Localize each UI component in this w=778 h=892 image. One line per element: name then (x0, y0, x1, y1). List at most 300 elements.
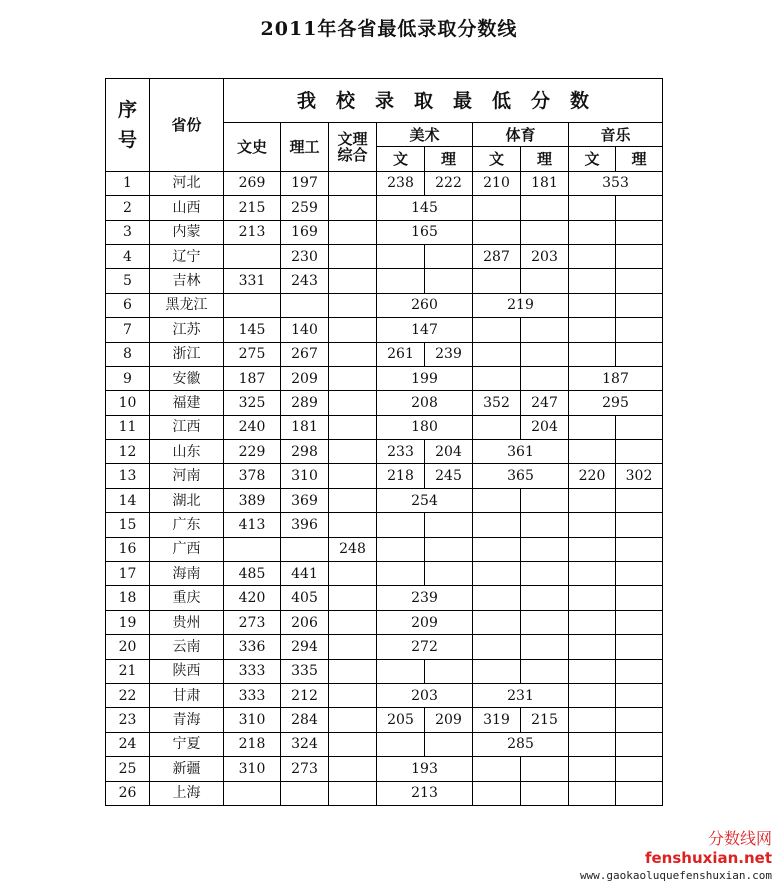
cell-wenshi: 218 (224, 732, 281, 756)
cell-tiyu-li: 181 (521, 171, 569, 195)
table-row (106, 562, 663, 586)
table-row (106, 342, 663, 366)
cell-seq: 13 (106, 464, 150, 488)
cell-tiyu-wen (473, 537, 521, 561)
cell-zonghe (329, 269, 377, 293)
cell-yinyue: 187 (569, 366, 663, 390)
cell-yinyue-wen (569, 342, 616, 366)
cell-wenshi (224, 537, 281, 561)
cell-tiyu-wen (473, 757, 521, 781)
cell-tiyu-wen (473, 366, 521, 390)
cell-seq: 12 (106, 440, 150, 464)
cell-tiyu: 231 (473, 683, 569, 707)
cell-meishu-wen (377, 244, 425, 268)
cell-zonghe: 248 (329, 537, 377, 561)
cell-ligong: 273 (281, 757, 329, 781)
cell-zonghe (329, 440, 377, 464)
cell-seq: 9 (106, 366, 150, 390)
cell-tiyu-li (521, 342, 569, 366)
cell-ligong: 230 (281, 244, 329, 268)
cell-wenshi: 229 (224, 440, 281, 464)
table-row (106, 732, 663, 756)
cell-meishu-li (425, 513, 473, 537)
cell-ligong: 294 (281, 635, 329, 659)
cell-meishu-wen (377, 659, 425, 683)
cell-province: 贵州 (150, 610, 224, 634)
cell-ligong: 206 (281, 610, 329, 634)
cell-meishu: 272 (377, 635, 473, 659)
cell-meishu-li (425, 562, 473, 586)
cell-zonghe (329, 488, 377, 512)
cell-yinyue-wen (569, 269, 616, 293)
cell-zonghe (329, 220, 377, 244)
cell-province: 陕西 (150, 659, 224, 683)
cell-province: 云南 (150, 635, 224, 659)
cell-zonghe (329, 683, 377, 707)
cell-tiyu-wen (473, 610, 521, 634)
cell-meishu: 145 (377, 196, 473, 220)
cell-yinyue-li (616, 318, 663, 342)
cell-province: 河南 (150, 464, 224, 488)
cell-meishu-li: 239 (425, 342, 473, 366)
header-meishu-wen: 文 (377, 147, 425, 171)
cell-wenshi: 273 (224, 610, 281, 634)
cell-meishu: 260 (377, 293, 473, 317)
cell-tiyu-wen (473, 562, 521, 586)
cell-zonghe (329, 610, 377, 634)
cell-tiyu-wen: 287 (473, 244, 521, 268)
cell-zonghe (329, 464, 377, 488)
cell-yinyue-wen (569, 220, 616, 244)
cell-meishu-wen: 205 (377, 708, 425, 732)
table-row (106, 537, 663, 561)
header-yinyue-li: 理 (616, 147, 663, 171)
cell-yinyue-li (616, 708, 663, 732)
cell-province: 甘肃 (150, 683, 224, 707)
score-table (105, 78, 663, 806)
table-row (106, 171, 663, 195)
cell-tiyu-li (521, 269, 569, 293)
watermark-url: www.gaokaoluquefenshuxian.com (579, 869, 772, 882)
cell-province: 广西 (150, 537, 224, 561)
header-zonghe: 文理 综合 (329, 123, 377, 172)
cell-yinyue-li (616, 220, 663, 244)
cell-ligong: 181 (281, 415, 329, 439)
cell-meishu: 209 (377, 610, 473, 634)
cell-ligong: 169 (281, 220, 329, 244)
cell-province: 广东 (150, 513, 224, 537)
cell-seq: 5 (106, 269, 150, 293)
cell-meishu-li (425, 244, 473, 268)
cell-tiyu: 219 (473, 293, 569, 317)
cell-ligong: 441 (281, 562, 329, 586)
table-row (106, 220, 663, 244)
cell-wenshi (224, 293, 281, 317)
table-row (106, 440, 663, 464)
cell-ligong: 298 (281, 440, 329, 464)
cell-tiyu-li (521, 366, 569, 390)
cell-wenshi: 213 (224, 220, 281, 244)
cell-wenshi: 269 (224, 171, 281, 195)
cell-ligong (281, 537, 329, 561)
cell-province: 浙江 (150, 342, 224, 366)
cell-province: 宁夏 (150, 732, 224, 756)
cell-zonghe (329, 708, 377, 732)
cell-tiyu-li (521, 196, 569, 220)
cell-province: 海南 (150, 562, 224, 586)
table-row (106, 488, 663, 512)
cell-seq: 20 (106, 635, 150, 659)
cell-meishu-li (425, 732, 473, 756)
cell-seq: 26 (106, 781, 150, 805)
cell-meishu: 203 (377, 683, 473, 707)
watermark-brand-cn: 分数线网 (707, 829, 772, 848)
cell-meishu: 213 (377, 781, 473, 805)
cell-meishu: 208 (377, 391, 473, 415)
cell-ligong: 209 (281, 366, 329, 390)
cell-yinyue-wen (569, 635, 616, 659)
cell-wenshi: 336 (224, 635, 281, 659)
cell-ligong: 310 (281, 464, 329, 488)
cell-yinyue-wen (569, 781, 616, 805)
cell-meishu-wen (377, 562, 425, 586)
cell-seq: 4 (106, 244, 150, 268)
cell-province: 内蒙 (150, 220, 224, 244)
cell-meishu-li: 222 (425, 171, 473, 195)
cell-meishu: 147 (377, 318, 473, 342)
cell-seq: 14 (106, 488, 150, 512)
cell-yinyue-wen (569, 586, 616, 610)
cell-wenshi: 187 (224, 366, 281, 390)
cell-wenshi (224, 781, 281, 805)
cell-ligong: 369 (281, 488, 329, 512)
cell-meishu: 193 (377, 757, 473, 781)
cell-yinyue: 353 (569, 171, 663, 195)
cell-zonghe (329, 366, 377, 390)
cell-yinyue-wen (569, 488, 616, 512)
cell-meishu-li: 204 (425, 440, 473, 464)
cell-tiyu-li (521, 635, 569, 659)
cell-ligong: 197 (281, 171, 329, 195)
cell-province: 福建 (150, 391, 224, 415)
cell-zonghe (329, 342, 377, 366)
cell-wenshi (224, 244, 281, 268)
cell-tiyu-li: 215 (521, 708, 569, 732)
cell-wenshi: 333 (224, 659, 281, 683)
cell-meishu-wen: 218 (377, 464, 425, 488)
cell-tiyu-wen (473, 586, 521, 610)
cell-yinyue-li (616, 269, 663, 293)
cell-yinyue-wen (569, 244, 616, 268)
cell-province: 辽宁 (150, 244, 224, 268)
cell-tiyu: 365 (473, 464, 569, 488)
cell-meishu-wen (377, 732, 425, 756)
cell-tiyu-wen (473, 635, 521, 659)
cell-wenshi: 310 (224, 708, 281, 732)
cell-seq: 22 (106, 683, 150, 707)
cell-tiyu-wen (473, 488, 521, 512)
header-wenshi: 文史 (224, 123, 281, 172)
cell-yinyue-wen (569, 196, 616, 220)
cell-tiyu-wen (473, 513, 521, 537)
cell-yinyue-wen (569, 757, 616, 781)
cell-wenshi: 333 (224, 683, 281, 707)
cell-meishu-li (425, 269, 473, 293)
cell-yinyue-li (616, 342, 663, 366)
cell-seq: 11 (106, 415, 150, 439)
cell-ligong: 289 (281, 391, 329, 415)
cell-zonghe (329, 513, 377, 537)
cell-ligong (281, 293, 329, 317)
table-row (106, 391, 663, 415)
header-seq: 序 号 (106, 79, 150, 172)
cell-meishu-wen: 233 (377, 440, 425, 464)
cell-ligong: 267 (281, 342, 329, 366)
header-tiyu-wen: 文 (473, 147, 521, 171)
score-table-body (106, 171, 663, 805)
cell-tiyu-li (521, 220, 569, 244)
cell-tiyu-wen (473, 196, 521, 220)
table-row (106, 757, 663, 781)
cell-wenshi: 240 (224, 415, 281, 439)
cell-tiyu-wen: 210 (473, 171, 521, 195)
header-yinyue: 音乐 (569, 123, 663, 147)
cell-seq: 8 (106, 342, 150, 366)
cell-ligong: 405 (281, 586, 329, 610)
cell-province: 重庆 (150, 586, 224, 610)
cell-yinyue-li (616, 537, 663, 561)
cell-zonghe (329, 757, 377, 781)
cell-ligong: 243 (281, 269, 329, 293)
cell-tiyu-li (521, 586, 569, 610)
cell-yinyue-wen (569, 440, 616, 464)
table-row (106, 586, 663, 610)
cell-zonghe (329, 244, 377, 268)
cell-zonghe (329, 391, 377, 415)
cell-meishu-wen (377, 269, 425, 293)
cell-tiyu-li (521, 562, 569, 586)
cell-meishu-li (425, 659, 473, 683)
header-province: 省份 (150, 79, 224, 172)
cell-province: 安徽 (150, 366, 224, 390)
cell-seq: 7 (106, 318, 150, 342)
table-row (106, 635, 663, 659)
cell-seq: 21 (106, 659, 150, 683)
cell-tiyu-li (521, 610, 569, 634)
cell-ligong: 259 (281, 196, 329, 220)
cell-province: 黑龙江 (150, 293, 224, 317)
cell-tiyu-wen (473, 659, 521, 683)
cell-zonghe (329, 293, 377, 317)
cell-zonghe (329, 415, 377, 439)
cell-yinyue-wen (569, 537, 616, 561)
cell-ligong: 324 (281, 732, 329, 756)
cell-ligong: 335 (281, 659, 329, 683)
cell-wenshi: 215 (224, 196, 281, 220)
cell-province: 江苏 (150, 318, 224, 342)
cell-yinyue-li (616, 562, 663, 586)
cell-tiyu-wen (473, 269, 521, 293)
cell-seq: 1 (106, 171, 150, 195)
cell-wenshi: 145 (224, 318, 281, 342)
table-row (106, 464, 663, 488)
cell-ligong: 212 (281, 683, 329, 707)
cell-zonghe (329, 196, 377, 220)
table-row (106, 659, 663, 683)
cell-province: 山西 (150, 196, 224, 220)
cell-yinyue-li (616, 659, 663, 683)
cell-province: 江西 (150, 415, 224, 439)
cell-ligong: 396 (281, 513, 329, 537)
cell-tiyu-wen (473, 342, 521, 366)
cell-wenshi: 378 (224, 464, 281, 488)
watermark (580, 826, 772, 882)
cell-tiyu-li: 203 (521, 244, 569, 268)
cell-wenshi: 413 (224, 513, 281, 537)
cell-seq: 24 (106, 732, 150, 756)
cell-zonghe (329, 635, 377, 659)
cell-yinyue-wen (569, 732, 616, 756)
cell-province: 上海 (150, 781, 224, 805)
cell-meishu-wen: 238 (377, 171, 425, 195)
cell-ligong: 284 (281, 708, 329, 732)
cell-zonghe (329, 732, 377, 756)
cell-tiyu: 361 (473, 440, 569, 464)
cell-tiyu-li (521, 513, 569, 537)
cell-tiyu-wen (473, 781, 521, 805)
cell-tiyu-li (521, 659, 569, 683)
cell-tiyu-wen: 319 (473, 708, 521, 732)
cell-yinyue-li (616, 683, 663, 707)
cell-zonghe (329, 659, 377, 683)
cell-wenshi: 485 (224, 562, 281, 586)
header-tiyu-li: 理 (521, 147, 569, 171)
cell-meishu-wen (377, 537, 425, 561)
cell-seq: 6 (106, 293, 150, 317)
cell-meishu: 199 (377, 366, 473, 390)
table-row (106, 781, 663, 805)
cell-meishu-li (425, 537, 473, 561)
cell-yinyue-li (616, 513, 663, 537)
table-row (106, 244, 663, 268)
cell-meishu: 165 (377, 220, 473, 244)
cell-meishu: 254 (377, 488, 473, 512)
cell-wenshi: 389 (224, 488, 281, 512)
cell-yinyue-li (616, 244, 663, 268)
watermark-brand-en: fenshuxian.net (644, 849, 772, 867)
cell-meishu-wen: 261 (377, 342, 425, 366)
cell-seq: 19 (106, 610, 150, 634)
header-tiyu: 体育 (473, 123, 569, 147)
cell-yinyue-li (616, 757, 663, 781)
header-meishu-li: 理 (425, 147, 473, 171)
cell-province: 新疆 (150, 757, 224, 781)
cell-yinyue-wen (569, 318, 616, 342)
cell-yinyue-li (616, 440, 663, 464)
cell-seq: 3 (106, 220, 150, 244)
header-yinyue-wen: 文 (569, 147, 616, 171)
cell-yinyue-li (616, 781, 663, 805)
cell-zonghe (329, 171, 377, 195)
cell-seq: 17 (106, 562, 150, 586)
cell-meishu-li: 209 (425, 708, 473, 732)
cell-province: 青海 (150, 708, 224, 732)
cell-wenshi: 325 (224, 391, 281, 415)
cell-tiyu-wen (473, 415, 521, 439)
cell-seq: 2 (106, 196, 150, 220)
cell-wenshi: 331 (224, 269, 281, 293)
cell-seq: 23 (106, 708, 150, 732)
cell-yinyue-li (616, 635, 663, 659)
cell-tiyu-li (521, 488, 569, 512)
cell-province: 湖北 (150, 488, 224, 512)
header-main: 我校录取最低分数 (224, 79, 663, 123)
cell-yinyue-wen (569, 415, 616, 439)
cell-yinyue-wen: 220 (569, 464, 616, 488)
cell-yinyue-li (616, 488, 663, 512)
cell-meishu-wen (377, 513, 425, 537)
cell-seq: 18 (106, 586, 150, 610)
cell-yinyue-li (616, 610, 663, 634)
cell-seq: 25 (106, 757, 150, 781)
cell-seq: 10 (106, 391, 150, 415)
cell-meishu-li: 245 (425, 464, 473, 488)
cell-yinyue-wen (569, 683, 616, 707)
table-row (106, 318, 663, 342)
table-row (106, 293, 663, 317)
header-ligong: 理工 (281, 123, 329, 172)
cell-wenshi: 310 (224, 757, 281, 781)
cell-seq: 16 (106, 537, 150, 561)
cell-yinyue-li (616, 732, 663, 756)
cell-yinyue-wen (569, 708, 616, 732)
cell-province: 山东 (150, 440, 224, 464)
table-row (106, 415, 663, 439)
cell-yinyue-wen (569, 659, 616, 683)
cell-zonghe (329, 586, 377, 610)
cell-zonghe (329, 318, 377, 342)
cell-yinyue-li (616, 415, 663, 439)
cell-tiyu-li (521, 318, 569, 342)
cell-zonghe (329, 781, 377, 805)
cell-yinyue-wen (569, 293, 616, 317)
cell-tiyu-li (521, 781, 569, 805)
cell-province: 吉林 (150, 269, 224, 293)
cell-yinyue: 295 (569, 391, 663, 415)
table-row (106, 196, 663, 220)
cell-tiyu-wen (473, 318, 521, 342)
cell-tiyu-wen (473, 220, 521, 244)
cell-tiyu: 285 (473, 732, 569, 756)
cell-meishu: 239 (377, 586, 473, 610)
cell-yinyue-li (616, 586, 663, 610)
cell-zonghe (329, 562, 377, 586)
cell-tiyu-li: 247 (521, 391, 569, 415)
cell-wenshi: 420 (224, 586, 281, 610)
cell-yinyue-wen (569, 610, 616, 634)
cell-tiyu-wen: 352 (473, 391, 521, 415)
cell-meishu: 180 (377, 415, 473, 439)
table-row (106, 683, 663, 707)
cell-ligong (281, 781, 329, 805)
cell-yinyue-li: 302 (616, 464, 663, 488)
table-row (106, 610, 663, 634)
table-row (106, 366, 663, 390)
cell-province: 河北 (150, 171, 224, 195)
table-row (106, 269, 663, 293)
cell-seq: 15 (106, 513, 150, 537)
cell-tiyu-li (521, 537, 569, 561)
